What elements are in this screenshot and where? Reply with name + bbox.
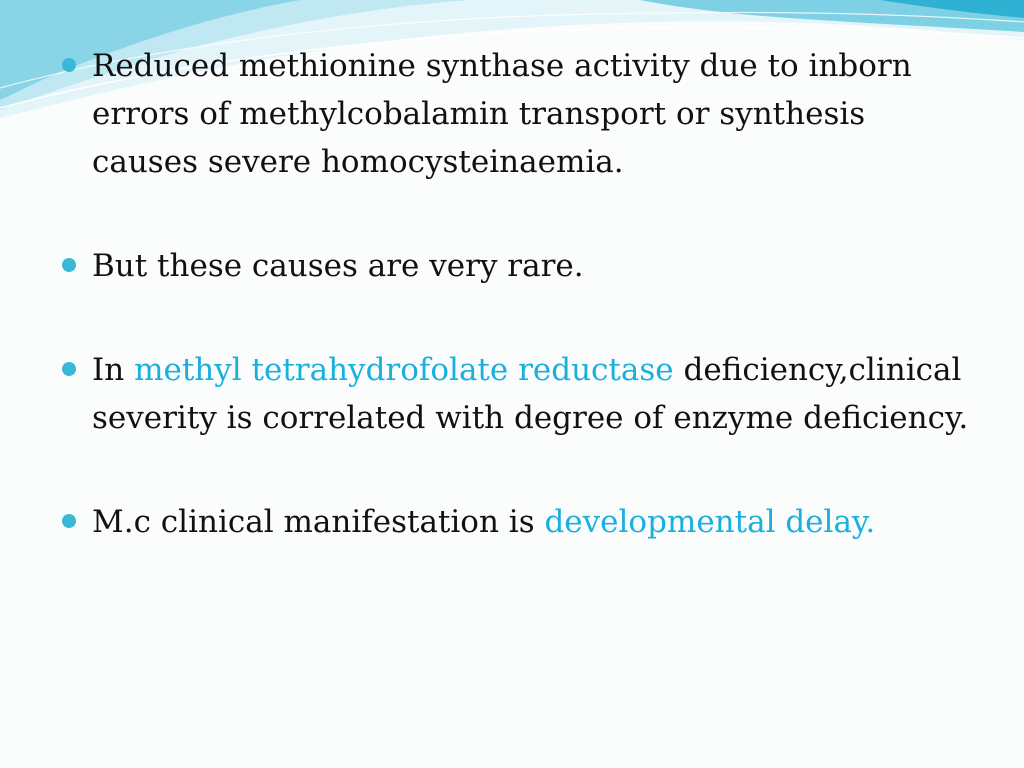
bullet-item-3 — [62, 346, 972, 442]
bullet-item-2 — [62, 242, 972, 290]
bullet-prefix: M.c clinical manifestation is — [92, 504, 545, 540]
highlighted-term: developmental delay. — [544, 504, 876, 540]
bullet-suffix: deficiency,clinical severity is correlated with degree of enzyme deficiency. — [92, 352, 969, 436]
bullet-text: But these causes are very rare. — [92, 248, 584, 284]
bullet-item-4 — [62, 498, 972, 546]
bullet-dot-icon — [62, 362, 76, 376]
highlighted-term: methyl tetrahydrofolate reductase — [134, 352, 674, 388]
bullet-dot-icon — [62, 258, 76, 272]
bullet-item-1 — [62, 42, 972, 186]
bullet-dot-icon — [62, 514, 76, 528]
bullet-prefix: In — [92, 352, 135, 388]
bullet-list — [62, 42, 972, 546]
bullet-dot-icon — [62, 58, 76, 72]
bullet-text: Reduced methionine synthase activity due to inborn errors of methylcobalamin transport or synthesis causes severe homocysteinaemia. — [92, 48, 912, 180]
